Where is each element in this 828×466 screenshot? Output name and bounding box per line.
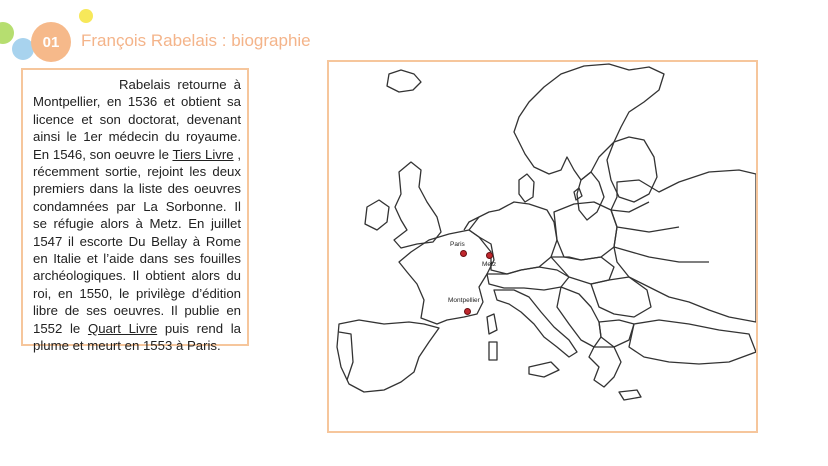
city-marker-paris[interactable] bbox=[460, 250, 467, 257]
city-label-montpellier: Montpellier bbox=[448, 297, 480, 304]
city-label-paris: Paris bbox=[450, 241, 465, 248]
europe-outline-map bbox=[329, 62, 756, 431]
decor-dot-green bbox=[0, 22, 14, 44]
slide-number-badge: 01 bbox=[31, 22, 71, 62]
biography-text bbox=[21, 68, 249, 354]
europe-map bbox=[327, 60, 758, 433]
decor-dot-yellow bbox=[79, 9, 93, 23]
bio-text-3: puis rend la plume et meurt en 1553 à Paris. bbox=[33, 320, 242, 354]
city-marker-montpellier[interactable] bbox=[464, 308, 471, 315]
city-label-metz: Metz bbox=[482, 261, 497, 268]
tiers-livre-link[interactable]: Tiers Livre bbox=[172, 146, 234, 162]
bio-text-1: Rabelais retourne à Montpellier, en 1536 et obtient sa licence et son doctorat, devenant ainsi le 1er médecin du royaume. En 1546, son oeuvre le bbox=[33, 77, 241, 162]
city-marker-metz[interactable] bbox=[486, 252, 493, 259]
quart-livre-link[interactable]: Quart Livre bbox=[87, 320, 158, 336]
page-title: François Rabelais : biographie bbox=[81, 31, 311, 50]
bio-text-2: , récemment sortie, rejoint les deux premiers dans la liste des oeuvres condamnées par La Sorbonne. Il se réfugie alors à Metz. En juillet 1547 il escorte Du Bellay à Rome en Italie et l’aide dans ses fouilles archéologiques. Il obtient alors du roi, en 1550, le privilège d’édition libre de ses oeuvres. Il publie en 1552 le bbox=[33, 146, 241, 336]
